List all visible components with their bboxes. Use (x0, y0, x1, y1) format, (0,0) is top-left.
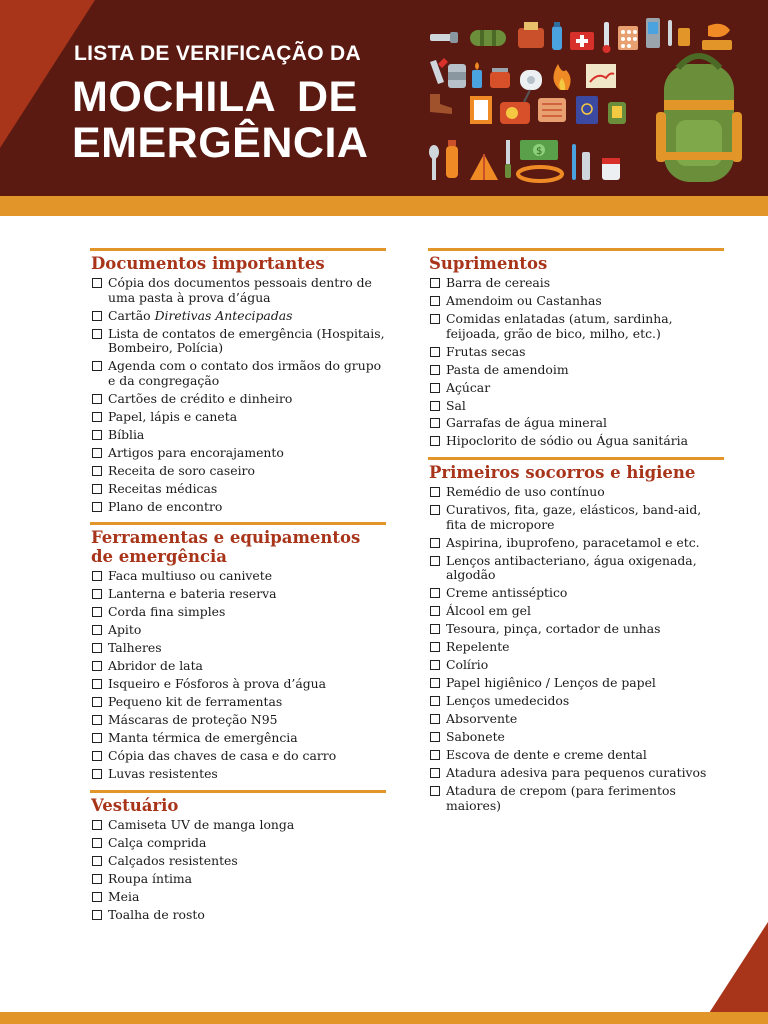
map-icon (586, 64, 616, 88)
checkbox-icon[interactable] (92, 856, 102, 866)
checkbox-icon[interactable] (430, 401, 440, 411)
checkbox-icon[interactable] (92, 412, 102, 422)
checklist-item[interactable]: Pasta de amendoim (428, 363, 724, 378)
checklist-item[interactable]: Agenda com o contato dos irmãos do grupo e da congregação (90, 359, 386, 388)
water-bottle-icon (552, 22, 562, 50)
section-ferramentas (90, 522, 386, 781)
section-title-primeiros-socorros: Primeiros socorros e higiene (429, 463, 696, 483)
toothbrush-icon (572, 144, 590, 180)
flashlight-icon (430, 32, 458, 43)
checkbox-icon[interactable] (430, 678, 440, 688)
checklist-documentos (90, 276, 386, 514)
section-title-documentos: Documentos importantes (91, 254, 325, 273)
checklist-item[interactable]: Comidas enlatadas (atum, sardinha, feijoada, grão de bico, milho, etc.) (428, 312, 724, 341)
checklist-item[interactable]: Manta térmica de emergência (90, 731, 386, 746)
checklist-item[interactable]: Sal (428, 399, 724, 414)
checklist-item[interactable]: Lista de contatos de emergência (Hospitais, Bombeiro, Polícia) (90, 327, 386, 356)
checklist-vestuario (90, 818, 386, 923)
checklist-item[interactable]: Lenços antibacteriano, água oxigenada, algodão (428, 554, 724, 583)
section-vestuario (90, 790, 386, 923)
checklist-item[interactable]: Álcool em gel (428, 604, 724, 619)
page-title (72, 74, 368, 166)
checkbox-icon[interactable] (430, 642, 440, 652)
notebook-icon (470, 96, 492, 124)
cash-icon (520, 140, 558, 160)
checkbox-icon[interactable] (92, 751, 102, 761)
checkbox-icon[interactable] (430, 296, 440, 306)
checklist-item[interactable]: Aspirina, ibuprofeno, paracetamol e etc. (428, 536, 724, 551)
page-title-line2: EMERGÊNCIA (72, 119, 369, 167)
checklist-item[interactable]: Artigos para encorajamento (90, 446, 386, 461)
footer-corner-triangle (702, 922, 768, 1024)
medicine-icon (602, 158, 620, 180)
checklist-item[interactable]: Colírio (428, 658, 724, 673)
checkbox-icon[interactable] (92, 697, 102, 707)
pocket-knife-icon (668, 20, 690, 46)
checklist-item[interactable]: Amendoim ou Castanhas (428, 294, 724, 309)
checkbox-icon[interactable] (430, 278, 440, 288)
italic-term: Diretivas Antecipadas (154, 307, 293, 323)
section-rule (428, 248, 724, 251)
pills-icon (618, 26, 638, 50)
checkbox-icon[interactable] (430, 314, 440, 324)
checkbox-icon[interactable] (430, 505, 440, 515)
checklist-item[interactable]: Pequeno kit de ferramentas (90, 695, 386, 710)
checklist-item[interactable]: Cartão Diretivas Antecipadas (90, 309, 386, 324)
checklist-item[interactable]: Cartões de crédito e dinheiro (90, 392, 386, 407)
section-rule (90, 522, 386, 525)
checkbox-icon[interactable] (92, 329, 102, 339)
checkbox-icon[interactable] (430, 606, 440, 616)
checkbox-icon[interactable] (430, 556, 440, 566)
wallet-icon (518, 22, 544, 48)
lantern-icon (608, 102, 626, 124)
thermometer-icon (603, 22, 611, 53)
checklist-item[interactable]: Garrafas de água mineral (428, 416, 724, 431)
checkbox-icon[interactable] (92, 661, 102, 671)
checkbox-icon[interactable] (92, 311, 102, 321)
checklist-item[interactable]: Frutas secas (428, 345, 724, 360)
checklist-primeiros-socorros (428, 485, 724, 813)
checkbox-icon[interactable] (92, 607, 102, 617)
checklist-item[interactable]: Absorvente (428, 712, 724, 727)
checkbox-icon[interactable] (430, 750, 440, 760)
checkbox-icon[interactable] (92, 448, 102, 458)
checkbox-icon[interactable] (92, 820, 102, 830)
section-rule (428, 457, 724, 460)
emergency-kit-illustration (420, 12, 760, 190)
first-aid-kit-icon (570, 32, 594, 50)
whistle-icon (702, 24, 732, 50)
spoon-icon (429, 145, 439, 180)
checkbox-icon[interactable] (430, 383, 440, 393)
multitool-icon (430, 58, 448, 84)
checklist-item[interactable]: Corda fina simples (90, 605, 386, 620)
bottle-icon (446, 140, 458, 178)
checklist-item[interactable]: Atadura adesiva para pequenos curativos (428, 766, 724, 781)
checklist-item[interactable]: Papel higiênico / Lenços de papel (428, 676, 724, 691)
checklist-item[interactable]: Lanterna e bateria reserva (90, 587, 386, 602)
checklist-item[interactable]: Atadura de crepom (para ferimentos maiores) (428, 784, 724, 813)
section-rule (90, 248, 386, 251)
checkbox-icon[interactable] (92, 430, 102, 440)
checklist-item[interactable]: Meia (90, 890, 386, 905)
checkbox-icon[interactable] (430, 347, 440, 357)
checkbox-icon[interactable] (92, 769, 102, 779)
checklist-item[interactable]: Receitas médicas (90, 482, 386, 497)
checklist-item[interactable]: Cópia das chaves de casa e do carro (90, 749, 386, 764)
checkbox-icon[interactable] (430, 786, 440, 796)
checkbox-icon[interactable] (92, 571, 102, 581)
checklist-item[interactable]: Calça comprida (90, 836, 386, 851)
checklist-item[interactable]: Calçados resistentes (90, 854, 386, 869)
rope-icon (518, 167, 562, 181)
checkbox-icon[interactable] (430, 696, 440, 706)
checkbox-icon[interactable] (92, 394, 102, 404)
checkbox-icon[interactable] (92, 278, 102, 288)
checklist-item[interactable]: Papel, lápis e caneta (90, 410, 386, 425)
tent-icon (470, 154, 498, 180)
footer-stripe (0, 1012, 768, 1024)
radio-icon (500, 90, 530, 124)
checklist-item[interactable]: Barra de cereais (428, 276, 724, 291)
checklist-item[interactable]: Roupa íntima (90, 872, 386, 887)
section-suprimentos (428, 248, 724, 449)
checkbox-icon[interactable] (430, 588, 440, 598)
checklist-item[interactable]: Apito (90, 623, 386, 638)
checkbox-icon[interactable] (92, 910, 102, 920)
checklist-item[interactable]: Máscaras de proteção N95 (90, 713, 386, 728)
svg-text:$: $ (536, 146, 543, 157)
lighter-icon (472, 62, 482, 88)
boots-icon (430, 94, 452, 114)
checkbox-icon[interactable] (430, 732, 440, 742)
checklist-item[interactable]: Lenços umedecidos (428, 694, 724, 709)
mask-icon (538, 98, 566, 122)
backpack-icon (656, 56, 742, 182)
checkbox-icon[interactable] (430, 418, 440, 428)
checkbox-icon[interactable] (430, 538, 440, 548)
checkbox-icon[interactable] (92, 625, 102, 635)
sleeping-mat-icon (470, 30, 506, 46)
header-banner (0, 0, 768, 196)
checklist-item[interactable]: Remédio de uso contínuo (428, 485, 724, 500)
passport-icon (576, 96, 598, 124)
checkbox-icon[interactable] (92, 733, 102, 743)
section-title-vestuario: Vestuário (91, 795, 179, 815)
checkbox-icon[interactable] (92, 838, 102, 848)
toilet-paper-icon (520, 70, 542, 90)
checkbox-icon[interactable] (92, 643, 102, 653)
checkbox-icon[interactable] (92, 502, 102, 512)
page-title-line1: MOCHILA DE (72, 73, 358, 121)
checkbox-icon[interactable] (92, 892, 102, 902)
checklist-item[interactable]: Creme antisséptico (428, 586, 724, 601)
checkbox-icon[interactable] (430, 624, 440, 634)
left-column (90, 248, 386, 930)
checklist-item[interactable]: Sabonete (428, 730, 724, 745)
checkbox-icon[interactable] (92, 715, 102, 725)
checkbox-icon[interactable] (92, 874, 102, 884)
header-stripe (0, 196, 768, 216)
checkbox-icon[interactable] (430, 768, 440, 778)
checkbox-icon[interactable] (92, 589, 102, 599)
checklist-item[interactable]: Escova de dente e creme dental (428, 748, 724, 763)
checklist-item[interactable]: Talheres (90, 641, 386, 656)
section-title-suprimentos: Suprimentos (429, 254, 548, 273)
checklist-item[interactable]: Bíblia (90, 428, 386, 443)
checklist-item[interactable]: Receita de soro caseiro (90, 464, 386, 479)
checklist-item[interactable]: Curativos, fita, gaze, elásticos, band-aid, fita de micropore (428, 503, 724, 532)
right-column (428, 248, 724, 821)
canned-food-icon (448, 64, 466, 88)
checklist-item[interactable]: Repelente (428, 640, 724, 655)
checkbox-icon[interactable] (92, 484, 102, 494)
checklist-ferramentas (90, 569, 386, 781)
checklist-suprimentos (428, 276, 724, 449)
checkbox-icon[interactable] (92, 361, 102, 371)
stove-icon (490, 68, 510, 88)
checkbox-icon[interactable] (430, 436, 440, 446)
knife-icon (505, 140, 511, 178)
checkbox-icon[interactable] (430, 487, 440, 497)
checklist-item[interactable]: Hipoclorito de sódio ou Água sanitária (428, 434, 724, 449)
section-documentos (90, 248, 386, 514)
checklist-item[interactable]: Faca multiuso ou canivete (90, 569, 386, 584)
checklist-item[interactable]: Isqueiro e Fósforos à prova d’água (90, 677, 386, 692)
page-subtitle: LISTA DE VERIFICAÇÃO DA (74, 42, 361, 65)
checklist-item[interactable]: Abridor de lata (90, 659, 386, 674)
checkbox-icon[interactable] (92, 466, 102, 476)
checkbox-icon[interactable] (430, 660, 440, 670)
checklist-item[interactable]: Açúcar (428, 381, 724, 396)
section-title-ferramentas: Ferramentas e equipamentos de emergência (91, 528, 361, 567)
section-rule (90, 790, 386, 793)
checklist-item[interactable]: Luvas resistentes (90, 767, 386, 782)
section-primeiros-socorros (428, 457, 724, 813)
checklist-item[interactable]: Tesoura, pinça, cortador de unhas (428, 622, 724, 637)
checkbox-icon[interactable] (430, 365, 440, 375)
fire-icon (553, 64, 570, 90)
checkbox-icon[interactable] (430, 714, 440, 724)
checklist-item[interactable]: Camiseta UV de manga longa (90, 818, 386, 833)
checklist-item[interactable]: Plano de encontro (90, 500, 386, 515)
checklist-item[interactable]: Toalha de rosto (90, 908, 386, 923)
phone-icon (646, 18, 660, 48)
checklist-item[interactable]: Cópia dos documentos pessoais dentro de uma pasta à prova d’água (90, 276, 386, 305)
checkbox-icon[interactable] (92, 679, 102, 689)
